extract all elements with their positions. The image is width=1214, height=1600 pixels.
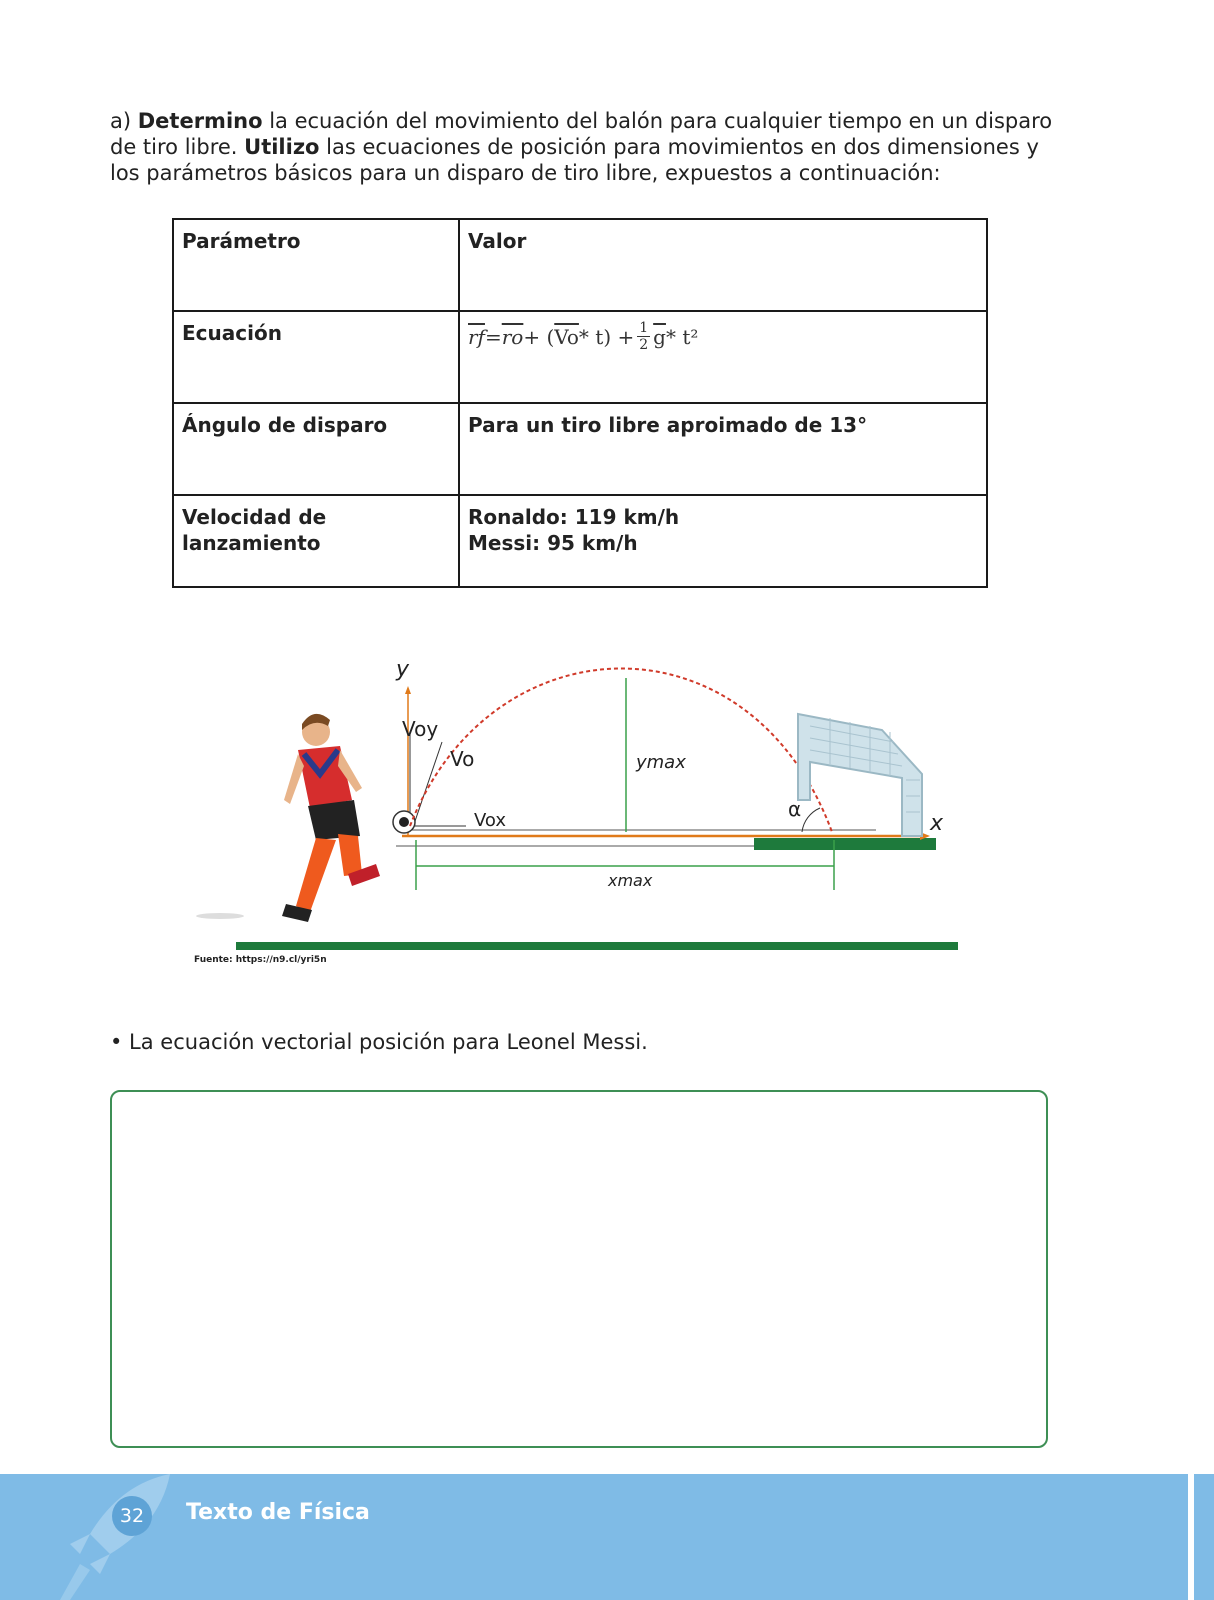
goal-frame <box>798 714 922 836</box>
bullet-question: • La ecuación vectorial posición para Leonel Messi. <box>110 1030 648 1054</box>
header-value: Valor <box>459 219 987 311</box>
alpha-label: α <box>788 797 802 821</box>
row-equation-value <box>459 311 987 403</box>
player-leg-left <box>296 838 336 912</box>
ymax-label: ymax <box>636 752 686 773</box>
row-equation-label: Ecuación <box>173 311 459 403</box>
header-param: Parámetro <box>173 219 459 311</box>
image-source: Fuente: https://n9.cl/yri5n <box>194 955 327 965</box>
velocity-messi: Messi: 95 km/h <box>468 531 638 555</box>
table-row-angle <box>173 403 987 495</box>
motion-equation <box>468 320 978 353</box>
footer-side-strip <box>1194 1474 1214 1600</box>
y-axis-arrow <box>405 686 411 694</box>
player-shorts <box>308 800 360 840</box>
eq-times-t: * t) + <box>578 324 635 349</box>
goal <box>798 714 922 836</box>
row-velocity-value <box>459 495 987 587</box>
player-shadow <box>196 913 244 919</box>
xmax-label: xmax <box>608 871 653 890</box>
book-title: Texto de Física <box>186 1500 370 1525</box>
row-velocity-label: Velocidad de lanzamiento <box>173 495 459 587</box>
intro-paragraph <box>110 108 1070 186</box>
answer-box[interactable] <box>110 1090 1048 1448</box>
intro-bold-utilizo: Utilizo <box>244 135 320 159</box>
table-row-equation <box>173 311 987 403</box>
velocity-ronaldo: Ronaldo: 119 km/h <box>468 505 680 529</box>
eq-num: 1 <box>639 320 649 336</box>
eq-times-t2: * t² <box>665 324 699 349</box>
parameters-table <box>172 218 988 588</box>
player-illustration <box>282 714 380 922</box>
eq-rf: $\overline{rf}$ <box>468 324 485 349</box>
eq-vo: $\overline{Vo}$ <box>554 324 579 349</box>
ground-line <box>236 942 958 950</box>
intro-text-1: la ecuación del movimiento del balón para cualquier tiempo en un disparo de tiro libre. <box>110 109 1053 159</box>
voy-label: Voy <box>402 717 439 741</box>
eq-ro: $\overline{ro}$ <box>501 324 524 349</box>
alpha-arc <box>802 808 820 832</box>
table-row-velocity <box>173 495 987 587</box>
eq-g: $\overline{g}$ <box>653 324 666 349</box>
vox-label: Vox <box>474 810 507 831</box>
intro-prefix: a) <box>110 109 138 133</box>
row-angle-value: Para un tiro libre aproimado de 13° <box>459 403 987 495</box>
vo-label: Vo <box>450 747 475 771</box>
page-number-badge: 32 <box>112 1496 152 1536</box>
intro-bold-determino: Determino <box>137 109 263 133</box>
player-arm-left <box>284 754 304 804</box>
x-axis-label: x <box>930 811 944 836</box>
y-axis-label: y <box>396 657 410 682</box>
table-header-row <box>173 219 987 311</box>
intro-text-2: las ecuaciones de posición para movimientos en dos dimensiones y los parámetros básicos para un disparo de tiro libre, expuestos a continuación: <box>110 135 1039 185</box>
eq-equals: = <box>484 324 502 349</box>
eq-fraction <box>637 320 650 353</box>
ball-patch <box>399 817 409 827</box>
vo-vector <box>412 742 442 830</box>
goal-ground <box>754 838 936 850</box>
free-kick-diagram <box>190 650 980 980</box>
eq-den: 2 <box>639 337 649 353</box>
player-leg-right <box>338 834 362 876</box>
eq-plus1: + ( <box>523 324 555 349</box>
rocket-icon <box>50 1474 180 1600</box>
row-angle-label: Ángulo de disparo <box>173 403 459 495</box>
